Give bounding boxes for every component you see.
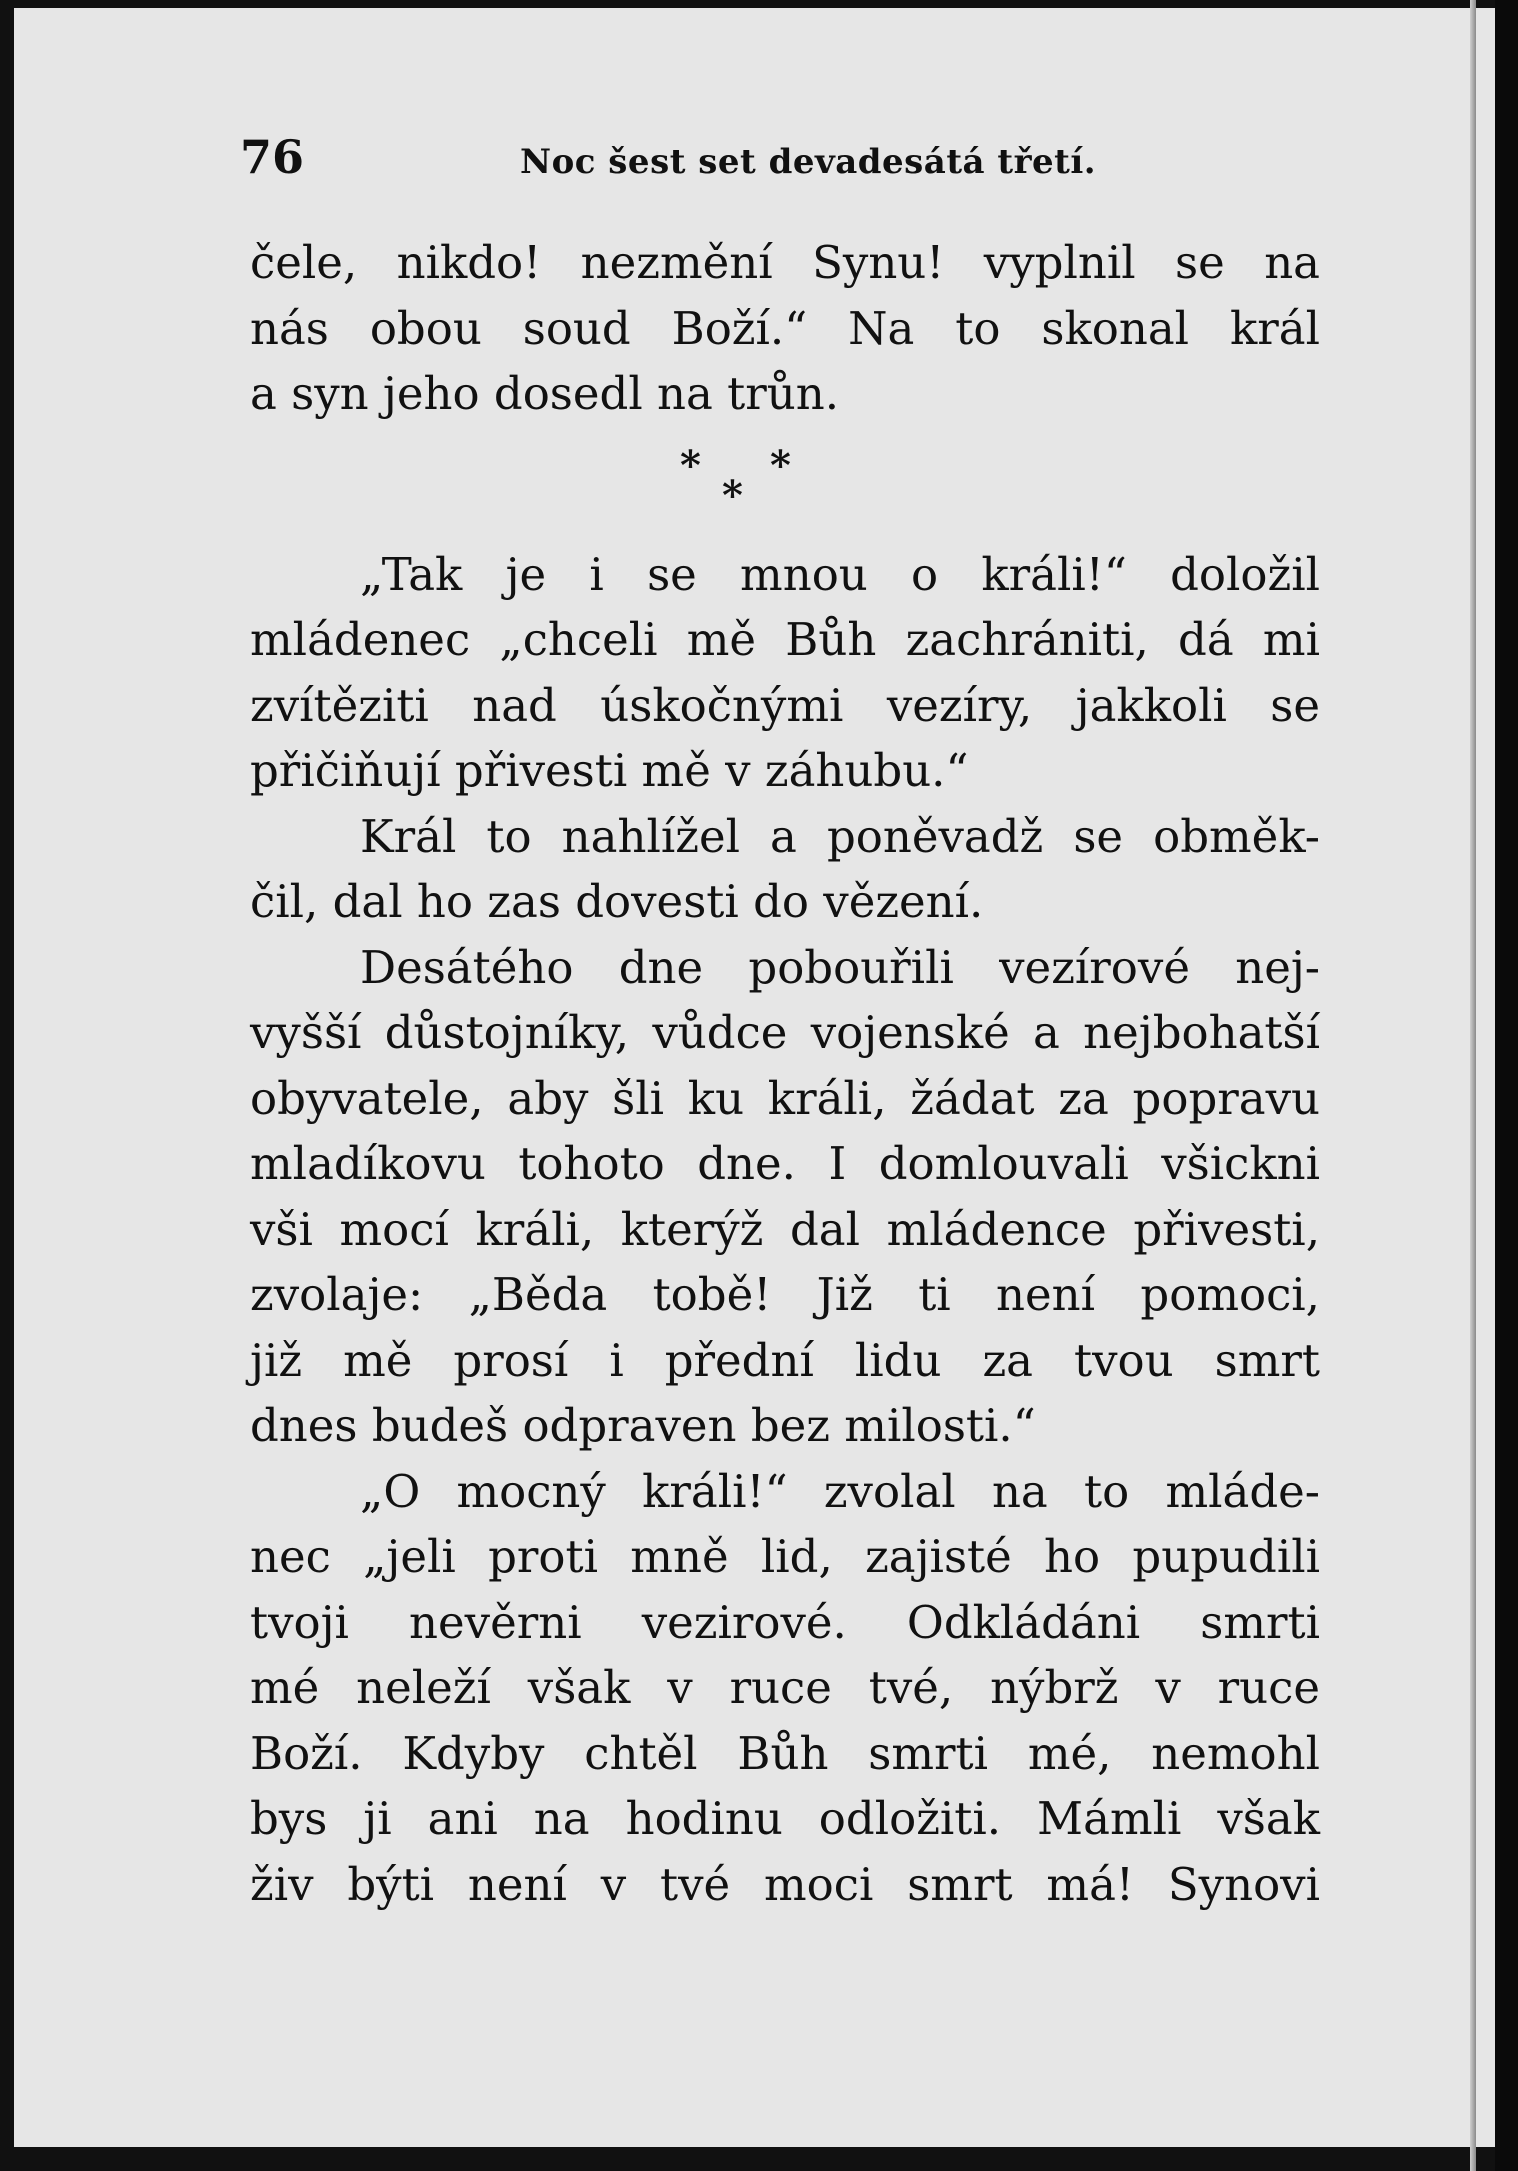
text-line: mládenec „chceli mě Bůh zachrániti, dá mi [250,613,1320,666]
text-line: Desátého dne pobouřili vezírové nej- [360,940,1320,994]
asterism-star: * [770,441,791,489]
text-line: „O mocný králi!“ zvolal na to mláde- [360,1464,1320,1518]
text-line: čele, nikdo! nezmění Synu! vyplnil se na [250,236,1320,289]
text-line: bys ji ani na hodinu odložiti. Mámli však [250,1792,1320,1845]
text-line: tvoji nevěrni vezirové. Odkládáni smrti [250,1595,1320,1649]
text-line: dnes budeš odpraven bez milosti.“ [250,1399,1036,1452]
asterism-star: * [680,441,701,489]
text-line: nec „jeli proti mně lid, zajisté ho pupudili [250,1530,1320,1583]
text-line: mé neleží však v ruce tvé, nýbrž v ruce [250,1661,1320,1714]
text-line: vyšší důstojníky, vůdce vojenské a nejbohatší [250,1006,1320,1059]
text-line: obyvatele, aby šli ku králi, žádat za popravu [250,1071,1320,1125]
text-line: Král to nahlížel a poněvadž se obměk- [360,809,1320,863]
text-line: zvítěziti nad úskočnými vezíry, jakkoli se [250,678,1320,732]
page-body [250,230,1320,1917]
text-line: a syn jeho dosedl na trůn. [250,367,839,420]
text-line: „Tak je i se mnou o králi!“ doložil [360,547,1320,601]
page-number: 76 [240,130,305,184]
book-spine [1495,0,1518,2171]
text-line: živ býti není v tvé moci smrt má! Synovi [250,1857,1320,1911]
asterism-star: * [722,471,743,519]
text-line: mladíkovu tohoto dne. I domlouvali všickni [250,1137,1320,1190]
text-line: nás obou soud Boží.“ Na to skonal král [250,301,1320,355]
section-asterism [250,427,1320,542]
text-line: vši mocí králi, kterýž dal mládence přivesti, [250,1202,1320,1256]
text-line: přičiňují přivesti mě v záhubu.“ [250,744,969,797]
page-edge [1470,0,1476,2171]
text-line: Boží. Kdyby chtěl Bůh smrti mé, nemohl [250,1726,1320,1780]
page-header [240,130,1320,190]
text-line: již mě prosí i přední lidu za tvou smrt [250,1333,1320,1387]
text-line: zvolaje: „Běda tobě! Již ti není pomoci, [250,1268,1320,1321]
running-title: Noc šest set devadesátá třetí. [520,142,1097,182]
text-line: čil, dal ho zas dovesti do vězení. [250,875,984,928]
